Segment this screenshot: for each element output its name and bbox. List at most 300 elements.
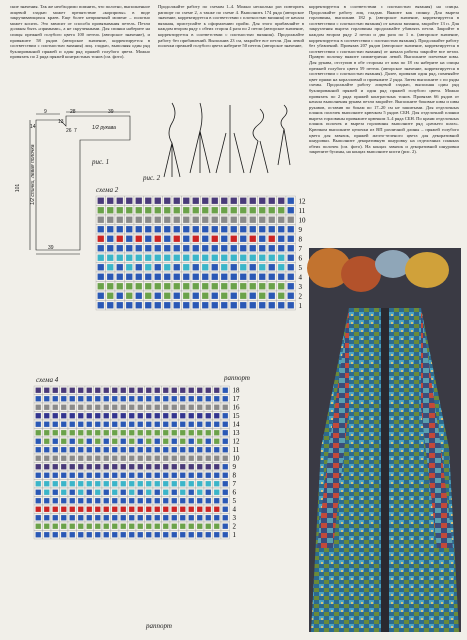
stitch-square: [197, 456, 202, 461]
back-label: 1/2 спинки, левая полочка: [30, 144, 36, 205]
stitch-square: [104, 498, 109, 503]
stitch-square: [155, 447, 160, 452]
stitch-square: [163, 481, 168, 486]
stitch-square: [240, 302, 246, 308]
stitch-square: [44, 430, 49, 435]
stitch-square: [269, 274, 275, 280]
stitch-square: [193, 283, 199, 289]
stitch-square: [174, 255, 180, 261]
stitch-square: [183, 255, 189, 261]
stitch-square: [259, 283, 265, 289]
stitch-square: [189, 405, 194, 410]
stitch-square: [163, 430, 168, 435]
stitch-square: [112, 439, 117, 444]
stitch-square: [155, 236, 161, 242]
stitch-square: [70, 507, 75, 512]
dim-9: 9: [44, 109, 47, 115]
stitch-square: [138, 481, 143, 486]
scheme-4-label: схема 4: [36, 376, 59, 384]
stitch-square: [278, 302, 284, 308]
stitch-square: [138, 515, 143, 520]
stitch-square: [155, 198, 161, 204]
row-number: 7: [298, 245, 302, 253]
stitch-square: [197, 388, 202, 393]
stitch-square: [155, 481, 160, 486]
stitch-square: [87, 405, 92, 410]
stitch-square: [126, 293, 132, 299]
stitch-square: [206, 532, 211, 537]
stitch-square: [155, 245, 161, 251]
row-number: 11: [232, 446, 240, 454]
stitch-square: [104, 422, 109, 427]
dim-28: 28: [70, 109, 76, 115]
stitch-square: [288, 207, 294, 213]
stitch-square: [136, 236, 142, 242]
stitch-square: [61, 490, 66, 495]
stitch-square: [269, 226, 275, 232]
stitch-square: [172, 430, 177, 435]
stitch-square: [174, 236, 180, 242]
stitch-square: [206, 430, 211, 435]
stitch-square: [145, 293, 151, 299]
stitch-square: [174, 245, 180, 251]
stitch-square: [136, 264, 142, 270]
stitch-square: [180, 430, 185, 435]
stitch-square: [189, 507, 194, 512]
stitch-square: [231, 274, 237, 280]
row-number: 5: [298, 264, 302, 272]
stitch-square: [44, 481, 49, 486]
stitch-square: [231, 217, 237, 223]
stitch-square: [164, 293, 170, 299]
stitch-square: [164, 302, 170, 308]
stitch-square: [193, 302, 199, 308]
row-number: 8: [298, 235, 302, 244]
stitch-square: [44, 532, 49, 537]
coat-illustration: [309, 248, 461, 632]
stitch-square: [231, 283, 237, 289]
stitch-square: [107, 207, 113, 213]
stitch-square: [104, 388, 109, 393]
stitch-square: [163, 439, 168, 444]
stitch-square: [138, 498, 143, 503]
stitch-square: [107, 226, 113, 232]
scheme-2-label: схема 2: [96, 186, 119, 194]
stitch-square: [155, 490, 160, 495]
stitch-square: [288, 255, 294, 261]
stitch-square: [197, 498, 202, 503]
stitch-square: [189, 481, 194, 486]
stitch-square: [126, 302, 132, 308]
stitch-square: [259, 198, 265, 204]
stitch-square: [172, 405, 177, 410]
row-number: 6: [298, 254, 302, 263]
stitch-square: [269, 217, 275, 223]
stitch-square: [155, 283, 161, 289]
stitch-square: [98, 264, 104, 270]
stitch-square: [61, 524, 66, 529]
dim-13: 13: [58, 119, 64, 125]
stitch-square: [61, 405, 66, 410]
stitch-square: [95, 430, 100, 435]
stitch-square: [193, 226, 199, 232]
stitch-square: [104, 456, 109, 461]
stitch-square: [278, 217, 284, 223]
dim-26: 26: [66, 128, 72, 134]
stitch-square: [145, 274, 151, 280]
stitch-square: [70, 464, 75, 469]
stitch-square: [98, 217, 104, 223]
stitch-square: [107, 302, 113, 308]
stitch-square: [126, 198, 132, 204]
stitch-square: [44, 388, 49, 393]
stitch-square: [231, 293, 237, 299]
stitch-square: [183, 217, 189, 223]
stitch-square: [240, 226, 246, 232]
stitch-square: [129, 422, 134, 427]
stitch-square: [231, 264, 237, 270]
stitch-square: [145, 255, 151, 261]
stitch-square: [70, 473, 75, 478]
stitch-square: [250, 207, 256, 213]
stitch-square: [288, 302, 294, 308]
stitch-square: [180, 413, 185, 418]
stitch-square: [61, 447, 66, 452]
stitch-square: [78, 447, 83, 452]
stitch-square: [95, 413, 100, 418]
stitch-square: [146, 405, 151, 410]
stitch-square: [126, 255, 132, 261]
stitch-square: [250, 236, 256, 242]
stitch-square: [95, 456, 100, 461]
stitch-square: [193, 236, 199, 242]
stitch-square: [44, 405, 49, 410]
stitch-square: [202, 283, 208, 289]
stitch-square: [202, 226, 208, 232]
row-number: 18: [232, 386, 240, 395]
stitch-square: [206, 447, 211, 452]
stitch-square: [250, 293, 256, 299]
stitch-square: [112, 447, 117, 452]
stitch-square: [163, 422, 168, 427]
article-column-1: ские значения. Так же необходимо помнить, что полотно, выполненное лицевой гладью может препятствие «корпризы» в виде закручивающихся краев. Еще более неприятный момент – полотно может косить. Это зависит от способа провязывания петель. Петли должны быть «прямыми», а не скрученными. Для спинки наберите на спицы прежней голубого цвета 100 петель (авторское значение), и провяжите 58 рядов (авторское значение, корректируется в соответствии с плотностью вязания) лиц. гладью, выполняя один ряд буклированной пряжей и один ряд пряжей голубого цвета. Можно провязать по 2 ряда пряжей контрастных тонов (см. фото).: [10, 4, 150, 60]
stitch-square: [136, 245, 142, 251]
stitch-square: [121, 515, 126, 520]
stitch-square: [146, 430, 151, 435]
stitch-square: [155, 532, 160, 537]
stitch-square: [197, 490, 202, 495]
stitch-square: [164, 217, 170, 223]
stitch-square: [212, 226, 218, 232]
stitch-square: [145, 236, 151, 242]
row-number: 4: [232, 505, 236, 514]
row-number: 12: [232, 437, 240, 446]
stitch-square: [202, 245, 208, 251]
stitch-square: [44, 422, 49, 427]
stitch-square: [36, 464, 41, 469]
stitch-square: [107, 274, 113, 280]
stitch-square: [78, 439, 83, 444]
row-number: 10: [232, 454, 240, 463]
stitch-square: [180, 524, 185, 529]
stitch-square: [221, 207, 227, 213]
stitch-square: [36, 405, 41, 410]
stitch-square: [36, 507, 41, 512]
stitch-square: [107, 245, 113, 251]
stitch-square: [104, 481, 109, 486]
row-number: 1: [232, 531, 236, 539]
stitch-square: [53, 439, 58, 444]
stitch-square: [231, 226, 237, 232]
stitch-square: [107, 217, 113, 223]
stitch-square: [129, 405, 134, 410]
stitch-square: [95, 473, 100, 478]
stitch-square: [70, 430, 75, 435]
stitch-square: [288, 245, 294, 251]
stitch-square: [107, 283, 113, 289]
stitch-square: [112, 464, 117, 469]
stitch-square: [44, 473, 49, 478]
stitch-square: [202, 207, 208, 213]
stitch-square: [104, 447, 109, 452]
stitch-square: [121, 439, 126, 444]
stitch-square: [61, 430, 66, 435]
stitch-square: [126, 283, 132, 289]
stitch-square: [104, 532, 109, 537]
stitch-square: [221, 283, 227, 289]
stitch-square: [138, 473, 143, 478]
stitch-square: [214, 532, 219, 537]
stitch-square: [259, 293, 265, 299]
stitch-square: [146, 524, 151, 529]
stitch-square: [78, 515, 83, 520]
stitch-square: [146, 422, 151, 427]
stitch-square: [214, 413, 219, 418]
stitch-square: [104, 490, 109, 495]
stitch-square: [155, 255, 161, 261]
stitch-square: [121, 464, 126, 469]
stitch-square: [70, 515, 75, 520]
stitch-square: [104, 413, 109, 418]
stitch-square: [155, 207, 161, 213]
stitch-square: [214, 515, 219, 520]
stitch-square: [193, 245, 199, 251]
stitch-square: [259, 264, 265, 270]
row-number: 13: [232, 429, 240, 437]
stitch-square: [136, 255, 142, 261]
stitch-square: [155, 293, 161, 299]
stitch-square: [214, 481, 219, 486]
stitch-square: [278, 245, 284, 251]
stitch-square: [193, 207, 199, 213]
stitch-square: [223, 473, 228, 478]
stitch-square: [231, 302, 237, 308]
stitch-square: [129, 413, 134, 418]
stitch-square: [164, 207, 170, 213]
stitch-square: [193, 255, 199, 261]
stitch-square: [87, 413, 92, 418]
dim-7: 7: [74, 128, 77, 134]
row-number: 11: [298, 207, 306, 215]
stitch-square: [44, 515, 49, 520]
stitch-square: [259, 245, 265, 251]
stitch-square: [214, 430, 219, 435]
stitch-square: [212, 283, 218, 289]
stitch-square: [87, 507, 92, 512]
stitch-square: [155, 456, 160, 461]
stitch-square: [197, 413, 202, 418]
scheme-2-chart: [96, 196, 306, 372]
stitch-square: [129, 473, 134, 478]
stitch-square: [163, 524, 168, 529]
stitch-square: [221, 245, 227, 251]
stitch-square: [214, 405, 219, 410]
stitch-square: [223, 388, 228, 393]
stitch-square: [183, 207, 189, 213]
stitch-square: [129, 524, 134, 529]
stitch-square: [172, 498, 177, 503]
stitch-square: [288, 198, 294, 204]
stitch-square: [107, 264, 113, 270]
stitch-square: [87, 481, 92, 486]
stitch-square: [155, 405, 160, 410]
stitch-square: [78, 473, 83, 478]
stitch-square: [36, 413, 41, 418]
stitch-square: [138, 507, 143, 512]
dim-101: 101: [15, 183, 22, 193]
stitch-square: [202, 217, 208, 223]
row-number: 16: [232, 403, 240, 412]
stitch-square: [95, 532, 100, 537]
stitch-square: [155, 217, 161, 223]
stitch-square: [180, 396, 185, 401]
sleeve-label: 1/2 рукава: [92, 125, 116, 131]
stitch-square: [95, 490, 100, 495]
stitch-square: [155, 274, 161, 280]
stitch-square: [78, 413, 83, 418]
stitch-square: [121, 388, 126, 393]
stitch-square: [278, 283, 284, 289]
stitch-square: [44, 439, 49, 444]
stitch-square: [240, 293, 246, 299]
stitch-square: [269, 207, 275, 213]
stitch-square: [172, 507, 177, 512]
stitch-square: [78, 388, 83, 393]
stitch-square: [259, 226, 265, 232]
stitch-square: [189, 456, 194, 461]
stitch-square: [221, 264, 227, 270]
stitch-square: [250, 226, 256, 232]
stitch-square: [163, 507, 168, 512]
dim-39b: 39: [48, 245, 54, 251]
stitch-square: [189, 388, 194, 393]
stitch-square: [53, 464, 58, 469]
stitch-square: [214, 447, 219, 452]
stitch-square: [53, 473, 58, 478]
stitch-square: [104, 439, 109, 444]
stitch-square: [212, 264, 218, 270]
row-number: 14: [232, 420, 240, 429]
row-number: 5: [232, 497, 236, 505]
stitch-square: [129, 507, 134, 512]
stitch-square: [189, 532, 194, 537]
stitch-square: [87, 498, 92, 503]
row-number: 9: [232, 463, 236, 471]
stitch-square: [214, 524, 219, 529]
stitch-square: [126, 226, 132, 232]
stitch-square: [146, 481, 151, 486]
stitch-square: [129, 456, 134, 461]
stitch-square: [98, 226, 104, 232]
stitch-square: [98, 245, 104, 251]
stitch-square: [117, 264, 123, 270]
stitch-square: [223, 422, 228, 427]
stitch-square: [146, 490, 151, 495]
stitch-square: [70, 498, 75, 503]
stitch-square: [240, 236, 246, 242]
stitch-square: [180, 405, 185, 410]
stitch-square: [95, 498, 100, 503]
stitch-square: [138, 447, 143, 452]
stitch-square: [269, 245, 275, 251]
stitch-square: [126, 245, 132, 251]
stitch-square: [95, 447, 100, 452]
stitch-square: [163, 490, 168, 495]
stitch-square: [212, 207, 218, 213]
stitch-square: [163, 515, 168, 520]
stitch-square: [98, 236, 104, 242]
stitch-square: [180, 507, 185, 512]
stitch-square: [155, 413, 160, 418]
stitch-square: [223, 490, 228, 495]
stitch-square: [164, 264, 170, 270]
stitch-square: [145, 226, 151, 232]
stitch-square: [172, 532, 177, 537]
stitch-square: [206, 413, 211, 418]
stitch-square: [138, 532, 143, 537]
stitch-square: [121, 447, 126, 452]
stitch-square: [206, 515, 211, 520]
stitch-square: [112, 532, 117, 537]
stitch-square: [136, 226, 142, 232]
stitch-square: [174, 207, 180, 213]
stitch-square: [107, 293, 113, 299]
stitch-square: [197, 524, 202, 529]
stitch-square: [98, 293, 104, 299]
stitch-square: [180, 490, 185, 495]
stitch-square: [183, 245, 189, 251]
stitch-square: [136, 274, 142, 280]
stitch-square: [202, 198, 208, 204]
stitch-square: [70, 388, 75, 393]
stitch-square: [98, 255, 104, 261]
stitch-square: [53, 405, 58, 410]
stitch-square: [112, 422, 117, 427]
stitch-square: [155, 473, 160, 478]
stitch-square: [53, 498, 58, 503]
stitch-square: [172, 422, 177, 427]
stitch-square: [70, 405, 75, 410]
stitch-square: [197, 405, 202, 410]
stitch-square: [189, 413, 194, 418]
stitch-square: [269, 302, 275, 308]
stitch-square: [269, 264, 275, 270]
stitch-square: [104, 405, 109, 410]
stitch-square: [70, 481, 75, 486]
stitch-square: [70, 456, 75, 461]
stitch-square: [61, 396, 66, 401]
stitch-square: [155, 264, 161, 270]
